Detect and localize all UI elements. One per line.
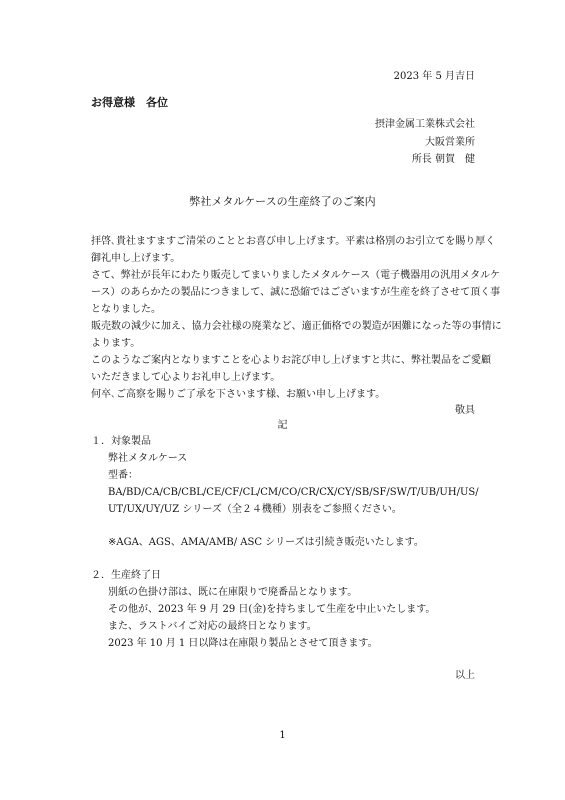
body-line: となりました。 bbox=[91, 304, 161, 315]
ki-marker: 記 bbox=[277, 420, 288, 431]
date: 2023 年 5 月吉日 bbox=[393, 71, 475, 82]
body-line: このようなご案内となりますことを心よりお詫び申し上げますと共に、弊社製品をご愛顧 bbox=[91, 355, 491, 366]
section1-note: ※AGA、AGS、AMA/AMB/ ASC シリーズは引続き販売いたします。 bbox=[108, 537, 424, 548]
body-line: ース）のあらかたの製品につきまして、誠に恐縮ではございますが生産を終了させて頂く事 bbox=[91, 287, 501, 298]
section1-line: 弊社メタルケース bbox=[108, 453, 188, 464]
body-line: よります。 bbox=[91, 338, 141, 349]
body-line: 何卒､ご高察を賜りご了承を下さいます様、お願い申し上げます。 bbox=[91, 389, 386, 400]
sender-company: 摂津金属工業株式会社 bbox=[375, 119, 475, 130]
section1-heading: １．対象製品 bbox=[91, 436, 151, 447]
section1-line: UT/UX/UY/UZ シリーズ（全２４機種）別表をご参照ください。 bbox=[108, 504, 402, 515]
sender-office: 大阪営業所 bbox=[425, 137, 475, 148]
section2-line: また、ラストバイご対応の最終日となります。 bbox=[108, 621, 317, 632]
section1-line: 型番： bbox=[108, 470, 138, 481]
page-number: 1 bbox=[279, 730, 286, 741]
section2-line: 別紙の色掛け部は、既に在庫限りで廃番品となります。 bbox=[108, 587, 358, 598]
body-line: 拝啓､貴社ますますご清栄のこととお喜び申し上げます。平素は格別のお引立てを賜り厚く bbox=[91, 236, 496, 247]
body-line: 販売数の減少に加え、協力会社様の廃業など、適正価格での製造が困難になった等の事情に bbox=[91, 321, 502, 332]
body-line: さて、弊社が長年にわたり販売してまいりましたメタルケース（電子機器用の汎用メタルケ bbox=[91, 270, 500, 281]
section2-heading: ２．生産終了日 bbox=[91, 570, 161, 581]
body-line: 御礼申し上げます。 bbox=[91, 253, 181, 264]
section1-line: BA/BD/CA/CB/CBL/CE/CF/CL/CM/CO/CR/CX/CY/SB/SF/SW/T/UB/UH/US/ bbox=[108, 487, 479, 498]
section2-line: その他が、2023 年 9 月 29 日(金)を持ちまして生産を中止いたします。 bbox=[108, 604, 436, 615]
recipient: お得意様 各位 bbox=[91, 96, 168, 109]
body-line: いただきまして心よりお礼申し上げます。 bbox=[91, 372, 281, 383]
closing-ijou: 以上 bbox=[455, 670, 475, 681]
closing-keigu: 敬具 bbox=[455, 405, 475, 416]
section2-line: 2023 年 10 月 1 日以降は在庫限り製品とさせて頂きます。 bbox=[108, 638, 378, 649]
sender-person: 所長 朝賀 健 bbox=[411, 154, 475, 165]
page-title: 弊社メタルケースの生産終了のご案内 bbox=[189, 195, 376, 208]
